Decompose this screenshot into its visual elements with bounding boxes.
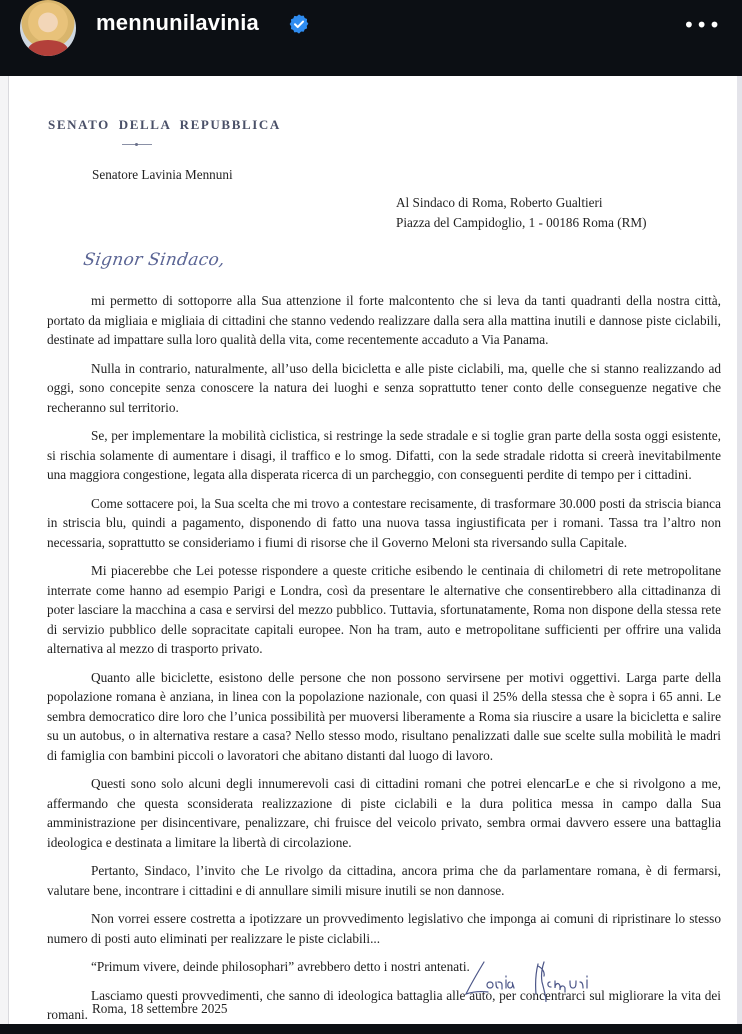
- letter-paragraph: Pertanto, Sindaco, l’invito che Le rivolgo da cittadina, ancora prima che da parlamentare romana, è di fermarsi, valutare bene, incontrare i cittadini e di annullare simili misure inutili se non dannose.: [47, 863, 721, 898]
- letter-paragraph: Come sottacere poi, la Sua scelta che mi trovo a contestare recisamente, di trasformare 30.000 posti da striscia bianca in striscia blu, quindi a pagamento, disponendo di fatto una nuova tassa ingiustificata per i romani. Tassa tra l’altro non necessaria, soprattutto se consideriamo i fiumi di risorse che il Governo Meloni sta riversando sulla Capitale.: [47, 495, 721, 550]
- letterhead-title: SENATO DELLA REPUBBLICA: [48, 117, 281, 132]
- letter-paragraph: mi permetto di sottoporre alla Sua attenzione il forte malcontento che si leva da tanti quadranti della nostra città, portato da migliaia e migliaia di cittadini che stanno vedendo realizzare dalla sera alla mattina inutili e dannose piste ciclabili, destinate ad impattare sulla loro qualità della vita, come recentemente accaduto a Via Panama.: [47, 293, 721, 347]
- recipient-block: [396, 193, 647, 233]
- handwritten-signature: [460, 958, 630, 1002]
- letter-paragraph: Questi sono solo alcuni degli innumerevoli casi di cittadini romani che potrei elencarLe e che si rivolgono a me, affermando che questa sconsiderata realizzazione di piste ciclabili e la dura politica messa in campo dalla Sua amministrazione per disincentivare, penalizzare, chi fruisce del veicolo privato, sembra ormai davvero essere una battaglia ideologica e destinata a limitare la libertà di circolazione.: [47, 776, 721, 850]
- letterhead-ornament: [122, 144, 152, 145]
- letter-paragraph: Non vorrei essere costretta a ipotizzare un provvedimento legislativo che imponga ai comuni di ripristinare lo stesso numero di posti auto eliminati per realizzare le piste ciclabili...: [47, 911, 721, 946]
- avatar-portrait: [28, 40, 68, 56]
- sender-name: Senatore Lavinia Mennuni: [92, 167, 233, 182]
- letter-paragraph: Mi piacerebbe che Lei potesse rispondere a queste critiche esibendo le centinaia di chilometri di rete metropolitane interrate come hanno ad esempio Parigi e Londra, così da presentare le alternative che consentirebbero alla cittadinanza di poter lasciare la macchina a casa e servirsi del mezzo pubblico. Tuttavia, sfortunatamente, Roma non dispone della stessa rete di servizio pubblico delle sopracitate capitali europee. Non ha tram, auto e metropolitane sufficienti per offrire una valida alternativa al mezzo di trasporto privato.: [47, 563, 721, 656]
- letter-paragraph: “Primum vivere, deinde philosophari” avrebbero detto i nostri antenati.: [91, 959, 470, 974]
- letter-date: Roma, 18 settembre 2025: [92, 1001, 228, 1016]
- letter-paragraph: Quanto alle biciclette, esistono delle persone che non possono servirsene per motivi oggettivi. Larga parte della popolazione romana è anziana, in linea con la popolazione nazionale, con quasi il 25% della stessa che è sopra i 65 anni. Le sembra democratico dire loro che l’unica possibilità per muoversi liberamente a Roma sia riuscire a usare la bicicletta e salire su un autobus, o in alternativa restare a casa? Nello stesso modo, risultano penalizzati dalle sue scelte sulla mobilità le madri di famiglia con bambini piccoli o lavoratori che abitano distanti dal luogo di lavoro.: [47, 669, 721, 763]
- handwritten-salutation: Signor Sindaco,: [82, 250, 227, 270]
- recipient-name: Al Sindaco di Roma, Roberto Gualtieri: [396, 195, 603, 210]
- letter-paragraph: Lasciamo questi provvedimenti, che sanno di ideologica battaglia alle auto, per concentrarci sul migliorare la vita dei romani.: [47, 987, 721, 1022]
- more-options-icon[interactable]: •••: [683, 13, 722, 37]
- verified-badge-icon: [288, 13, 310, 35]
- letter-paragraph: Nulla in contrario, naturalmente, all’uso della bicicletta e alle piste ciclabili, ma, quelle che si stanno realizzando ad oggi, sono concepite senza conoscere la natura dei luoghi e senza soprattutto tener conto delle conseguenze negative che recheranno sul territorio.: [47, 360, 721, 415]
- recipient-address: Piazza del Campidoglio, 1 - 00186 Roma (RM): [396, 215, 647, 230]
- post-header: [0, 0, 742, 76]
- letter-paragraph: Se, per implementare la mobilità ciclistica, si restringe la sede stradale e si toglie gran parte della sosta oggi esistente, si rischia solamente di aumentare i disagi, il traffico e lo smog. Difatti, con la sede stradale ridotta si creerà inevitabilmente una maggiora congestione, legata alla disperata ricerca di un parcheggio, con conseguenti perdite di tempo per i cittadini.: [47, 428, 721, 482]
- profile-avatar[interactable]: [20, 0, 76, 56]
- username[interactable]: mennunilavinia: [96, 10, 259, 35]
- letter-body: [47, 291, 721, 1034]
